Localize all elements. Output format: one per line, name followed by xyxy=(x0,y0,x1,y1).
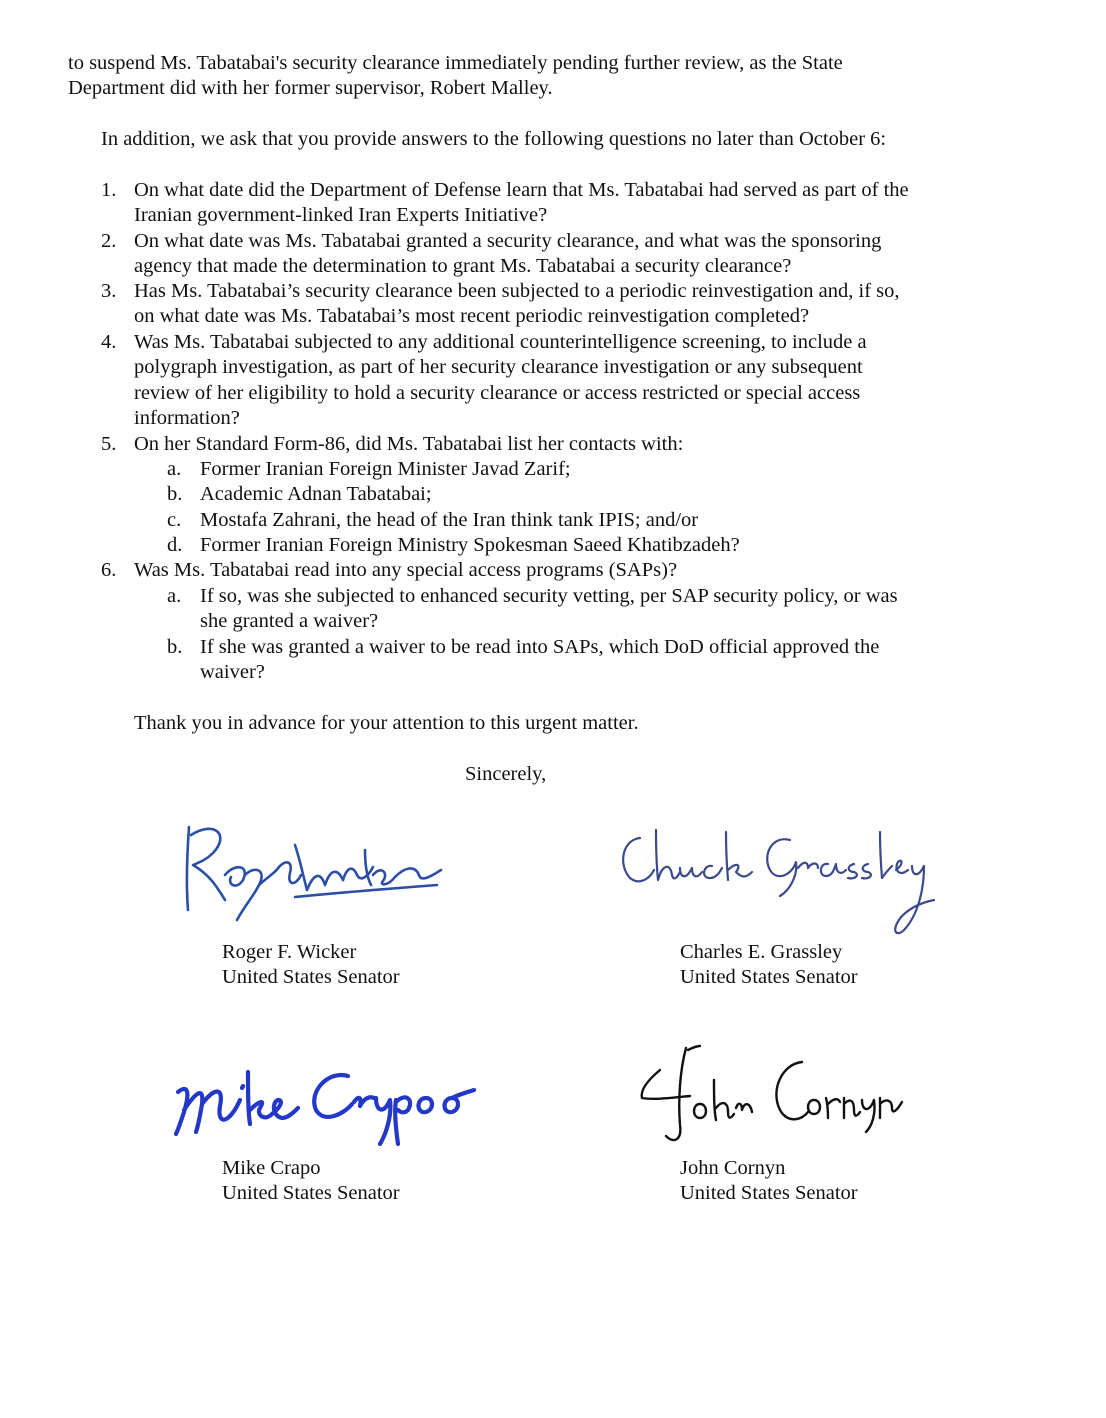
question-number: 2. xyxy=(101,230,117,252)
sub-item-letter: b. xyxy=(167,636,183,658)
question-number: 4. xyxy=(101,331,117,353)
question-number: 3. xyxy=(101,280,117,302)
question-number: 1. xyxy=(101,179,117,201)
sub-item-line: Mostafa Zahrani, the head of the Iran think tank IPIS; and/or xyxy=(200,509,699,531)
signatory-title: United States Senator xyxy=(222,966,400,988)
intro-line-1: to suspend Ms. Tabatabai's security clearance immediately pending further review, as the State xyxy=(68,52,843,74)
request-paragraph: In addition, we ask that you provide answers to the following questions no later than October 6: xyxy=(101,128,887,150)
signatory-title: United States Senator xyxy=(680,1182,858,1204)
signature-cornyn xyxy=(630,1040,910,1150)
sub-item-line: If she was granted a waiver to be read into SAPs, which DoD official approved the xyxy=(200,636,880,658)
sub-item-line: If so, was she subjected to enhanced security vetting, per SAP security policy, or was xyxy=(200,585,898,607)
closing: Sincerely, xyxy=(465,763,547,785)
sub-item-line: waiver? xyxy=(200,661,265,683)
question-line: On what date was Ms. Tabatabai granted a security clearance, and what was the sponsoring xyxy=(134,230,882,252)
sub-item-line: Former Iranian Foreign Ministry Spokesman Saeed Khatibzadeh? xyxy=(200,534,740,556)
signature-crapo xyxy=(168,1052,488,1152)
question-line: information? xyxy=(134,407,240,429)
question-line: Has Ms. Tabatabai’s security clearance been subjected to a periodic reinvestigation and, if so, xyxy=(134,280,900,302)
signature-wicker xyxy=(175,815,455,925)
sub-item-line: Academic Adnan Tabatabai; xyxy=(200,483,432,505)
question-line: agency that made the determination to grant Ms. Tabatabai a security clearance? xyxy=(134,255,792,277)
question-line: polygraph investigation, as part of her security clearance investigation or any subsequent xyxy=(134,356,863,378)
question-line: review of her eligibility to hold a security clearance or access restricted or special access xyxy=(134,382,861,404)
sub-item-letter: c. xyxy=(167,509,182,531)
sub-item-line: Former Iranian Foreign Minister Javad Zarif; xyxy=(200,458,571,480)
thanks-paragraph: Thank you in advance for your attention to this urgent matter. xyxy=(134,712,639,734)
question-line: on what date was Ms. Tabatabai’s most recent periodic reinvestigation completed? xyxy=(134,305,810,327)
question-line: Iranian government-linked Iran Experts Initiative? xyxy=(134,204,548,226)
sub-item-letter: d. xyxy=(167,534,183,556)
question-line: On what date did the Department of Defense learn that Ms. Tabatabai had served as part of the xyxy=(134,179,909,201)
intro-line-2: Department did with her former supervisor, Robert Malley. xyxy=(68,77,553,99)
signatory-name: Roger F. Wicker xyxy=(222,941,357,963)
sub-item-line: she granted a waiver? xyxy=(200,610,379,632)
signature-grassley xyxy=(612,820,942,945)
signatory-name: Charles E. Grassley xyxy=(680,941,843,963)
question-number: 6. xyxy=(101,559,117,581)
sub-item-letter: a. xyxy=(167,585,182,607)
signatory-name: Mike Crapo xyxy=(222,1157,321,1179)
question-line: Was Ms. Tabatabai subjected to any additional counterintelligence screening, to include a xyxy=(134,331,867,353)
signatory-title: United States Senator xyxy=(222,1182,400,1204)
signatory-title: United States Senator xyxy=(680,966,858,988)
question-line: Was Ms. Tabatabai read into any special access programs (SAPs)? xyxy=(134,559,678,581)
signatory-name: John Cornyn xyxy=(680,1157,786,1179)
sub-item-letter: a. xyxy=(167,458,182,480)
question-number: 5. xyxy=(101,433,117,455)
sub-item-letter: b. xyxy=(167,483,183,505)
question-line: On her Standard Form-86, did Ms. Tabatabai list her contacts with: xyxy=(134,433,684,455)
